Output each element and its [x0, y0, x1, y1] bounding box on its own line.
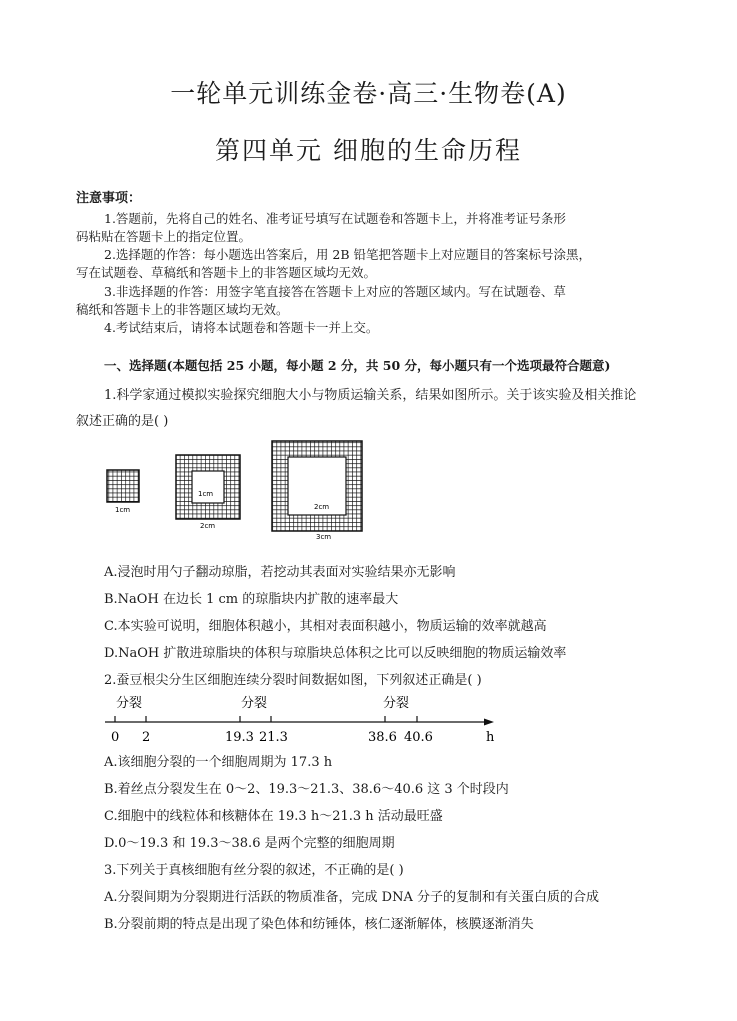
- question-1-option: C.本实验可说明，细胞体积越小，其相对表面积越小，物质运输的效率就越高: [104, 619, 547, 634]
- section-heading: 一、选择题(本题包括 25 小题，每小题 2 分，共 50 分，每小题只有一个选项最符合题意): [104, 358, 611, 373]
- question-1-stem: 1.科学家通过模拟实验探究细胞大小与物质运输关系，结果如图所示。关于该实验及相关推论: [104, 388, 637, 403]
- axis-unit: h: [486, 730, 495, 745]
- question-1-option: D.NaOH 扩散进琼脂块的体积与琼脂块总体积之比可以反映细胞的物质运输效率: [104, 646, 567, 661]
- question-2-option: A.该细胞分裂的一个细胞周期为 17.3 h: [104, 755, 333, 770]
- notice-line: 3.非选择题的作答：用签字笔直接答在答题卡上对应的答题区域内。写在试题卷、草: [104, 284, 566, 299]
- question-3-option: B.分裂前期的特点是出现了染色体和纺锤体，核仁逐渐解体，核膜逐渐消失: [104, 917, 534, 932]
- cube-3cm-inner-label: 2cm: [314, 503, 330, 511]
- notice-heading: 注意事项：: [76, 191, 142, 206]
- tick-label: 2: [142, 730, 151, 745]
- cube-3cm-label: 3cm: [316, 533, 332, 541]
- cube-1cm: [107, 470, 139, 502]
- question-3-stem: 3.下列关于真核细胞有丝分裂的叙述，不正确的是( ): [104, 863, 404, 878]
- unit-title: 第四单元 细胞的生命历程: [215, 136, 522, 165]
- notice-line: 4.考试结束后，请将本试题卷和答题卡一并上交。: [104, 320, 379, 335]
- question-3-option: A.分裂间期为分裂期进行活跃的物质准备，完成 DNA 分子的复制和有关蛋白质的合成: [104, 890, 599, 905]
- question-1-option: B.NaOH 在边长 1 cm 的琼脂块内扩散的速率最大: [104, 592, 399, 607]
- tick-label: 38.6: [368, 730, 397, 745]
- division-label: 分裂: [241, 696, 268, 711]
- notice-line: 码粘贴在答题卡上的指定位置。: [76, 229, 252, 244]
- question-1-stem: 叙述正确的是( ): [76, 414, 169, 429]
- question-2-stem: 2.蚕豆根尖分生区细胞连续分裂时间数据如图，下列叙述正确是( ): [104, 673, 482, 688]
- division-label: 分裂: [116, 696, 143, 711]
- cube-1cm-label: 1cm: [115, 506, 131, 514]
- tick-label: 19.3: [225, 730, 254, 745]
- cube-2cm-label: 2cm: [200, 522, 216, 530]
- notice-line: 1.答题前，先将自己的姓名、准考证号填写在试题卷和答题卡上，并将准考证号条形: [104, 211, 566, 226]
- cube-3cm: [272, 441, 362, 531]
- cube-2cm: [176, 455, 240, 519]
- question-1-option: A.浸泡时用勺子翻动琼脂，若挖动其表面对实验结果亦无影响: [104, 565, 456, 580]
- cube-2cm-inner-label: 1cm: [198, 490, 214, 498]
- question-2-option: D.0～19.3 和 19.3～38.6 是两个完整的细胞周期: [104, 836, 395, 851]
- cell-cycle-timeline: [100, 690, 500, 748]
- tick-label: 21.3: [259, 730, 288, 745]
- question-2-option: B.着丝点分裂发生在 0～2、19.3～21.3、38.6～40.6 这 3 个时段内: [104, 782, 509, 797]
- notice-line: 写在试题卷、草稿纸和答题卡上的非答题区域均无效。: [76, 265, 377, 280]
- question-2-option: C.细胞中的线粒体和核糖体在 19.3 h～21.3 h 活动最旺盛: [104, 809, 443, 824]
- division-label: 分裂: [383, 696, 410, 711]
- exam-title: 一轮单元训练金卷·高三·生物卷(A): [170, 79, 567, 108]
- notice-line: 稿纸和答题卡上的非答题区域均无效。: [76, 302, 289, 317]
- tick-label: 40.6: [404, 730, 433, 745]
- agar-cube-figure: [100, 438, 400, 542]
- tick-label: 0: [111, 730, 120, 745]
- notice-line: 2.选择题的作答：每小题选出答案后，用 2B 铅笔把答题卡上对应题目的答案标号涂黑，: [104, 247, 592, 262]
